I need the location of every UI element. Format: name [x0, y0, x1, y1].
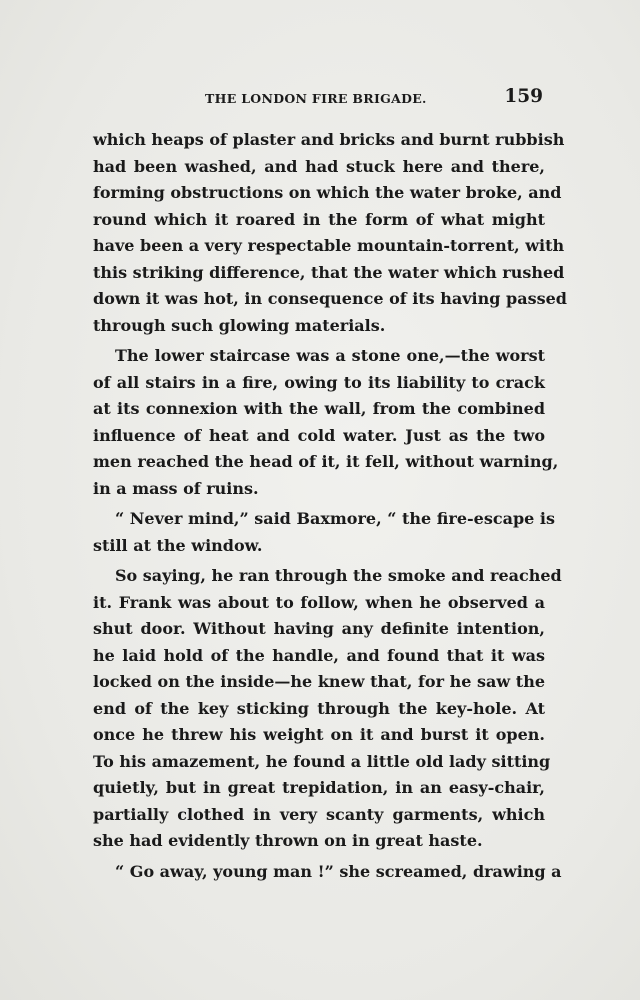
text-line: partially clothed in very scanty garments, which: [93, 804, 545, 824]
paragraph: [93, 343, 559, 502]
text-line: round which it roared in the form of what might: [93, 209, 545, 229]
page-header: [93, 86, 545, 116]
text-line: shut door. Without having any definite intention,: [93, 619, 545, 638]
text-line: down it was hot, in consequence of its having passed: [93, 289, 567, 308]
text-line: forming obstructions on which the water broke, and: [93, 183, 562, 202]
text-line: she had evidently thrown on in great haste.: [93, 831, 483, 850]
text-line: To his amazement, he found a little old lady sitting: [93, 751, 551, 771]
text-line: through such glowing materials.: [93, 315, 386, 335]
paragraph: [93, 506, 555, 559]
text-line: in a mass of ruins.: [93, 478, 259, 498]
text-line: have been a very respectable mountain-torrent, with: [93, 236, 565, 255]
text-line: which heaps of plaster and bricks and burnt rubbish: [93, 130, 565, 149]
text-line: “ Never mind,” said Baxmore, “ the fire-escape is: [115, 509, 555, 528]
text-line: quietly, but in great trepidation, in an easy-chair,: [93, 778, 545, 797]
text-line: end of the key sticking through the key-hole. At: [93, 698, 545, 718]
text-line: locked on the inside—he knew that, for he saw the: [93, 672, 545, 691]
text-line: influence of heat and cold water. Just as the two: [93, 425, 545, 445]
text-line: So saying, he ran through the smoke and reached: [115, 566, 562, 585]
text-line: had been washed, and had stuck here and there,: [93, 156, 545, 176]
text-line: once he threw his weight on it and burst it open.: [93, 725, 545, 744]
paragraph: [93, 127, 567, 339]
text-line: at its connexion with the wall, from the combined: [93, 399, 545, 418]
text-line: men reached the head of it, it fell, without warning,: [93, 452, 559, 471]
paragraph: [93, 563, 562, 855]
body-text: [93, 127, 567, 885]
running-head: THE LONDON FIRE BRIGADE.: [205, 91, 427, 106]
page-number: 159: [504, 86, 543, 107]
text-line: The lower staircase was a stone one,—the worst: [115, 346, 545, 365]
text-line: “ Go away, young man !” she screamed, drawing a: [115, 861, 562, 881]
text-line: this striking difference, that the water which rushed: [93, 262, 565, 282]
text-line: it. Frank was about to follow, when he observed a: [93, 592, 545, 612]
text-line: still at the window.: [93, 535, 263, 555]
text-line: he laid hold of the handle, and found that it was: [93, 645, 545, 665]
text-line: of all stairs in a fire, owing to its liability to crack: [93, 372, 545, 392]
paragraph: [93, 859, 562, 886]
